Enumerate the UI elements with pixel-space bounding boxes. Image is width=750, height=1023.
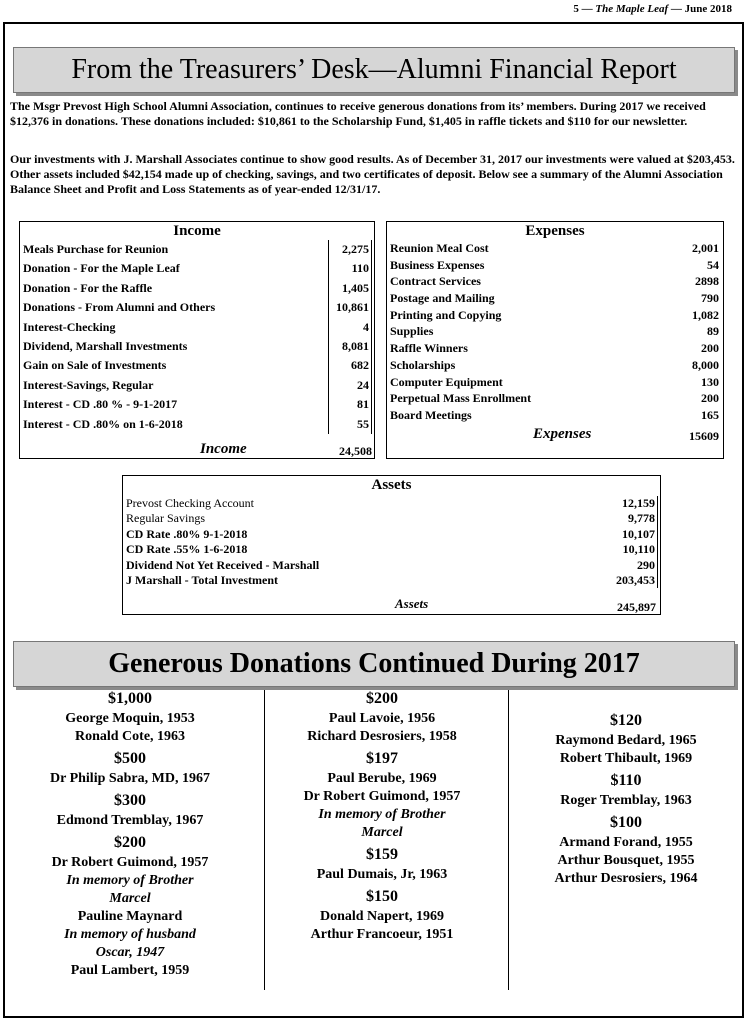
- income-row-value: 81: [328, 395, 372, 414]
- donor-name: George Moquin, 1953: [65, 711, 195, 726]
- expenses-row: [387, 340, 723, 357]
- assets-row: [123, 511, 660, 526]
- expenses-row: [387, 407, 723, 424]
- income-row-label: Donation - For the Raffle: [23, 280, 153, 295]
- expenses-row-value: 200: [701, 341, 719, 356]
- income-row-value: 8,081: [328, 337, 372, 356]
- expenses-row-value: 1,082: [692, 307, 719, 322]
- donor-name: Raymond Bedard, 1965: [555, 733, 697, 748]
- income-table: [19, 221, 375, 459]
- memorial-note: In memory of Brother: [66, 873, 194, 888]
- income-title: Income: [173, 223, 221, 239]
- donor-name: Dr Robert Guimond, 1957: [51, 855, 209, 870]
- memorial-note: Marcel: [361, 825, 403, 840]
- expenses-row-label: Printing and Copying: [390, 307, 502, 322]
- report-title: From the Treasurers’ Desk—Alumni Financial Report: [13, 47, 735, 93]
- column-divider: [508, 690, 509, 990]
- donations-column-2: [272, 690, 492, 944]
- issue-date: June 2018: [684, 3, 732, 15]
- assets-table: [122, 475, 661, 615]
- donor-name: Arthur Desrosiers, 1964: [554, 871, 698, 886]
- expenses-row-label: Computer Equipment: [390, 374, 503, 389]
- expenses-row: [387, 273, 723, 290]
- expenses-row: [387, 357, 723, 374]
- donor-name: Edmond Tremblay, 1967: [56, 813, 204, 828]
- income-row: [20, 415, 374, 434]
- donation-amount: $120: [610, 712, 642, 729]
- expenses-row-value: 790: [701, 291, 719, 306]
- income-row: [20, 240, 374, 259]
- header-dash: —: [670, 3, 682, 15]
- donor-name: Dr Robert Guimond, 1957: [303, 789, 461, 804]
- donor-name: Robert Thibault, 1969: [559, 751, 693, 766]
- assets-row-label: J Marshall - Total Investment: [126, 572, 279, 587]
- donor-name: Dr Philip Sabra, MD, 1967: [50, 771, 210, 786]
- expenses-row-value: 2898: [695, 274, 719, 289]
- donor-name: Roger Tremblay, 1963: [560, 793, 692, 808]
- expenses-row: [387, 390, 723, 407]
- donation-amount: $200: [114, 834, 146, 851]
- donation-amount: $197: [366, 750, 398, 767]
- income-row-value: 682: [328, 356, 372, 375]
- investments-paragraph: Our investments with J. Marshall Associates continue to show good results. As of December 31, 2017 our investments were valued at $203,453. Other assets included $42,154 made up of checking, savings, and two certificates of deposit. Below see a summary of the Alumni Association Balance Sheet and Profit and Loss Statements as of year-ended 12/31/17.: [10, 152, 735, 196]
- income-row: [20, 259, 374, 278]
- column-divider: [264, 690, 265, 990]
- donor-name: Paul Lavoie, 1956: [328, 711, 436, 726]
- assets-row: [123, 527, 660, 542]
- expenses-row: [387, 240, 723, 257]
- income-row: [20, 318, 374, 337]
- memorial-note: Marcel: [109, 891, 151, 906]
- income-row: [20, 298, 374, 317]
- assets-row: [123, 542, 660, 557]
- income-row-label: Interest-Checking: [23, 319, 116, 334]
- income-row-label: Donations - From Alumni and Others: [23, 300, 216, 315]
- income-row: [20, 337, 374, 356]
- income-row-value: 24: [328, 376, 372, 395]
- expenses-row-label: Contract Services: [390, 274, 481, 289]
- expenses-row: [387, 307, 723, 324]
- donor-name: Donald Napert, 1969: [319, 909, 445, 924]
- memorial-note: Oscar, 1947: [95, 945, 165, 960]
- income-row: [20, 376, 374, 395]
- expenses-row: [387, 257, 723, 274]
- expenses-table: [386, 221, 724, 459]
- assets-row: [123, 558, 660, 573]
- expenses-row-value: 2,001: [692, 241, 719, 255]
- donations-summary-paragraph: The Msgr Prevost High School Alumni Association, continues to receive generous donations from its’ members. During 2017 we received $12,376 in donations. These donations included: $10,861 to the Scholarship Fund, $1,405 in raffle tickets and $110 for our newsletter.: [10, 99, 706, 128]
- donation-amount: $500: [114, 750, 146, 767]
- expenses-row: [387, 290, 723, 307]
- donations-column-1: [20, 690, 240, 980]
- expenses-total-label: Expenses: [533, 426, 592, 442]
- income-row-label: Interest - CD .80 % - 9-1-2017: [23, 397, 178, 412]
- expenses-row-label: Scholarships: [390, 357, 456, 372]
- donation-amount: $300: [114, 792, 146, 809]
- donor-name: Arthur Bousquet, 1955: [557, 853, 695, 868]
- donor-name: Richard Desrosiers, 1958: [307, 729, 457, 744]
- income-row-label: Interest-Savings, Regular: [23, 377, 154, 392]
- income-row-label: Gain on Sale of Investments: [23, 358, 167, 373]
- assets-row-value: 203,453: [616, 573, 658, 588]
- page-header: [573, 3, 732, 15]
- income-row-label: Interest - CD .80% on 1-6-2018: [23, 416, 183, 431]
- donation-amount: $159: [366, 846, 398, 863]
- expenses-row-label: Reunion Meal Cost: [390, 241, 489, 255]
- income-row: [20, 395, 374, 414]
- expenses-total-value: 15609: [689, 429, 719, 443]
- expenses-row-label: Raffle Winners: [390, 341, 468, 356]
- income-row-value: 2,275: [328, 240, 372, 259]
- assets-row-label: CD Rate .55% 1-6-2018: [126, 542, 248, 557]
- expenses-row-label: Board Meetings: [390, 407, 472, 422]
- expenses-row-label: Perpetual Mass Enrollment: [390, 391, 532, 406]
- expenses-row-value: 130: [701, 374, 719, 389]
- income-row: [20, 279, 374, 298]
- income-total-value: 24,508: [339, 444, 372, 458]
- assets-title: Assets: [371, 477, 412, 493]
- expenses-row-label: Supplies: [390, 324, 434, 339]
- donation-amount: $150: [366, 888, 398, 905]
- income-row-value: 1,405: [328, 279, 372, 298]
- assets-row-value: 10,110: [623, 542, 658, 557]
- expenses-title: Expenses: [525, 223, 585, 239]
- assets-row: [123, 573, 660, 588]
- expenses-row-value: 8,000: [692, 357, 719, 372]
- expenses-row-value: 165: [701, 407, 719, 422]
- income-row: [20, 356, 374, 375]
- expenses-row: [387, 323, 723, 340]
- assets-row-label: CD Rate .80% 9-1-2018: [126, 526, 248, 541]
- donations-column-3: [526, 712, 726, 888]
- page-number: 5 —: [573, 3, 593, 15]
- donation-amount: $100: [610, 814, 642, 831]
- donation-amount: $200: [366, 690, 398, 707]
- donor-name: Paul Berube, 1969: [327, 771, 437, 786]
- expenses-row: [387, 374, 723, 391]
- assets-row: [123, 496, 660, 511]
- memorial-note: In memory of husband: [64, 927, 196, 942]
- donor-name: Paul Dumais, Jr, 1963: [316, 867, 448, 882]
- income-row-value: 10,861: [328, 298, 372, 317]
- donor-name: Arthur Francoeur, 1951: [310, 927, 454, 942]
- memorial-note: In memory of Brother: [318, 807, 446, 822]
- expenses-row-label: Postage and Mailing: [390, 291, 495, 306]
- assets-row-label: Regular Savings: [126, 511, 205, 526]
- donations-title: Generous Donations Continued During 2017: [13, 641, 735, 687]
- assets-total-value: 245,897: [617, 600, 656, 614]
- expenses-row-label: Business Expenses: [390, 257, 485, 272]
- assets-total-label: Assets: [395, 596, 429, 611]
- income-total-label: Income: [200, 441, 247, 457]
- assets-row-value: 9,778: [628, 511, 658, 526]
- income-row-label: Donation - For the Maple Leaf: [23, 261, 180, 276]
- donation-amount: $1,000: [108, 690, 152, 707]
- donation-amount: $110: [610, 772, 642, 789]
- assets-row-label: Dividend Not Yet Received - Marshall: [126, 557, 320, 572]
- publication-name: The Maple Leaf: [595, 3, 669, 15]
- income-row-value: 55: [328, 415, 372, 434]
- expenses-row-value: 200: [701, 391, 719, 406]
- donor-name: Paul Lambert, 1959: [70, 963, 190, 978]
- assets-row-value: 12,159: [622, 496, 658, 511]
- income-row-label: Meals Purchase for Reunion: [23, 242, 169, 256]
- expenses-row-value: 89: [707, 324, 719, 339]
- assets-row-label: Prevost Checking Account: [126, 496, 254, 510]
- expenses-row-value: 54: [707, 257, 719, 272]
- income-row-value: 4: [328, 318, 372, 337]
- donor-name: Armand Forand, 1955: [559, 835, 693, 850]
- assets-row-value: 290: [637, 558, 658, 573]
- donor-name: Ronald Cote, 1963: [74, 729, 186, 744]
- income-row-value: 110: [328, 259, 372, 278]
- donor-name: Pauline Maynard: [77, 909, 183, 924]
- assets-row-value: 10,107: [622, 527, 658, 542]
- income-row-label: Dividend, Marshall Investments: [23, 338, 188, 353]
